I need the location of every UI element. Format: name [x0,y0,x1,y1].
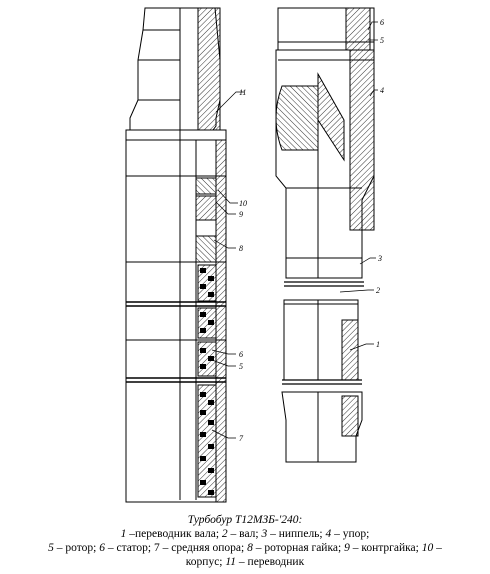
callout-8: 8 [239,244,243,253]
caption-num: 1 [120,528,127,540]
callout-r1: 1 [376,340,380,349]
caption-num: 4 [325,528,332,540]
caption-line-2 [0,541,490,555]
caption-num: 8 [247,542,253,554]
callout-r3: 3 [378,254,382,263]
caption-num: 10 [421,542,434,554]
caption-text: – ниппель; [267,528,326,540]
caption-text: –переводник вала; [126,528,222,540]
callout-6: 6 [239,350,243,359]
caption-text: – статор; 7 – средняя опора; [104,542,248,554]
callout-7: 7 [239,434,243,443]
callout-r2: 2 [376,286,380,295]
callout-5: 5 [239,362,243,371]
caption-text: – упор; [331,528,370,540]
right-assembly [276,8,374,462]
callout-11: 11 [239,88,247,97]
caption-text: – ротор; [53,542,100,554]
callout-10: 10 [239,199,247,208]
callout-r5: 5 [380,36,384,45]
labels-right [376,18,384,349]
caption-text: корпус; [185,556,226,568]
left-assembly [126,8,226,502]
caption-text: – [433,542,442,554]
caption-line-1 [0,527,490,541]
caption-num: 9 [344,542,350,554]
caption-num: 6 [99,542,105,554]
caption-num: 2 [221,528,228,540]
caption-text: – вал; [227,528,262,540]
callout-r4: 4 [380,86,384,95]
caption-num: 11 [225,556,237,568]
caption-text: – контргайка; [349,542,422,554]
figure-caption [0,513,490,569]
caption-text: – переводник [236,556,305,568]
caption-num: 5 [48,542,54,554]
labels-left [239,88,247,443]
caption-title: Турбобур Т12МЗБ-'240: [187,514,303,526]
callout-9: 9 [239,210,243,219]
caption-line-3 [0,555,490,569]
caption-text: – роторная гайка; [252,542,345,554]
caption-num: 3 [261,528,268,540]
callout-r6: 6 [380,18,384,27]
